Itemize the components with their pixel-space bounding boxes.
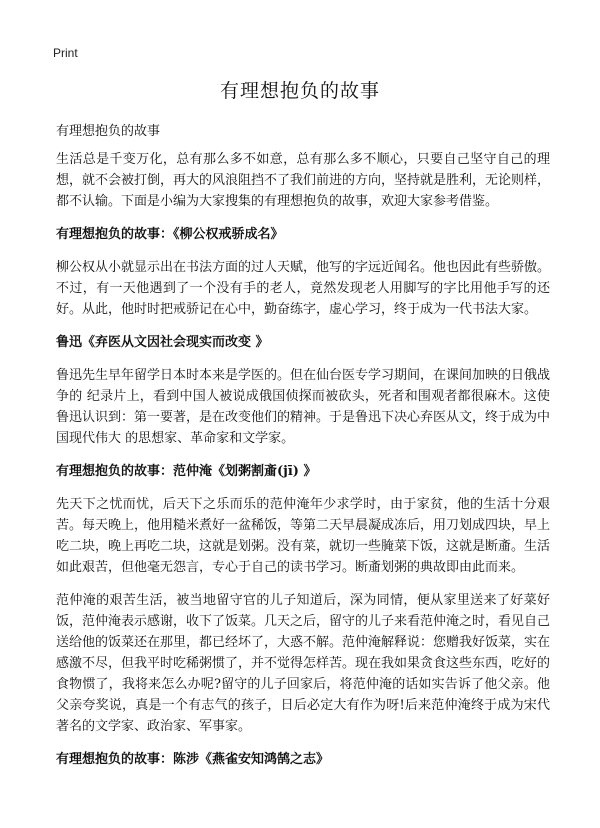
print-label: Print (53, 46, 78, 60)
paragraph-fan-zhongyan-1: 先天下之忧而忧，后天下之乐而乐的范仲淹年少求学时，由于家贫，他的生活十分艰苦。每天晚上，他用糙米煮好一盆稀饭，等第二天早晨凝成冻后，用刀划成四块，早上吃二块，晚上再吃二块，这就是划粥。没有菜，就切一些腌菜下饭，这就是断齑。生活如此艰苦，但他毫无怨言，专心于自己的读书学习。断齑划粥的典故即由此而来。 (56, 497, 551, 575)
section-heading-lu-xun: 鲁迅《弃医从文因社会现实而改变 》 (56, 335, 269, 350)
section-heading-chen-she: 有理想抱负的故事：陈涉《燕雀安知鸿鹄之志》 (56, 752, 330, 767)
document-body (56, 149, 550, 782)
paragraph-fan-zhongyan-2: 范仲淹的艰苦生活，被当地留守官的儿子知道后，深为同情，便从家里送来了好菜好饭，范仲淹表示感谢，收下了饭菜。几天之后，留守的儿子来看范仲淹之时，看见自己送给他的饭菜还在那里，都已经坏了，大惑不解。范仲淹解释说：您赠我好饭菜，实在感激不尽，但我平时吃稀粥惯了，并不觉得怎样苦。现在我如果贪食这些东西，吃好的食物惯了，我将来怎么办呢?留守的儿子回家后，将范仲淹的话如实告诉了他父亲。他父亲夸奖说，真是一个有志气的孩子，日后必定大有作为呀!后来范仲淹终于成为宋代著名的文学家、政治家、军事家。 (56, 593, 551, 734)
section-heading-fan-zhongyan: 有理想抱负的故事：范仲淹《划粥割齑(jī) 》 (56, 464, 317, 479)
page-title: 有理想抱负的故事 (219, 80, 380, 102)
paragraph-lu-xun: 鲁迅先生早年留学日本时本来是学医的。但在仙台医专学习期间，在课间加映的日俄战争的 纪录片上，看到中国人被说成俄国侦探而被砍头，死者和围观者都很麻木。这使鲁迅认识到：第一要著，是在改变他们的精神。于是鲁迅下决心弃医从文，终于成为中国现代伟大 的思想家、革命家和文学家。 (56, 368, 551, 446)
document-subtitle: 有理想抱负的故事 (56, 124, 161, 139)
section-heading-liu-gongquan: 有理想抱负的故事：《柳公权戒骄成名》 (56, 227, 284, 242)
intro-paragraph: 生活总是千变万化，总有那么多不如意，总有那么多不顺心，只要自己坚守自己的理想，就不会被打倒，再大的风浪阻挡不了我们前进的方向，坚持就是胜利，无论则样，都不认输。下面是小编为大家搜集的有理想抱负的故事，欢迎大家参考借鉴。 (56, 152, 551, 209)
paragraph-liu-gongquan: 柳公权从小就显示出在书法方面的过人天赋，他写的字远近闻名。他也因此有些骄傲。不过，有一天他遇到了一个没有手的老人，竟然发现老人用脚写的字比用他手写的还好。从此，他时时把戒骄记在心中，勤奋练字，虚心学习，终于成为一代书法大家。 (56, 260, 551, 317)
